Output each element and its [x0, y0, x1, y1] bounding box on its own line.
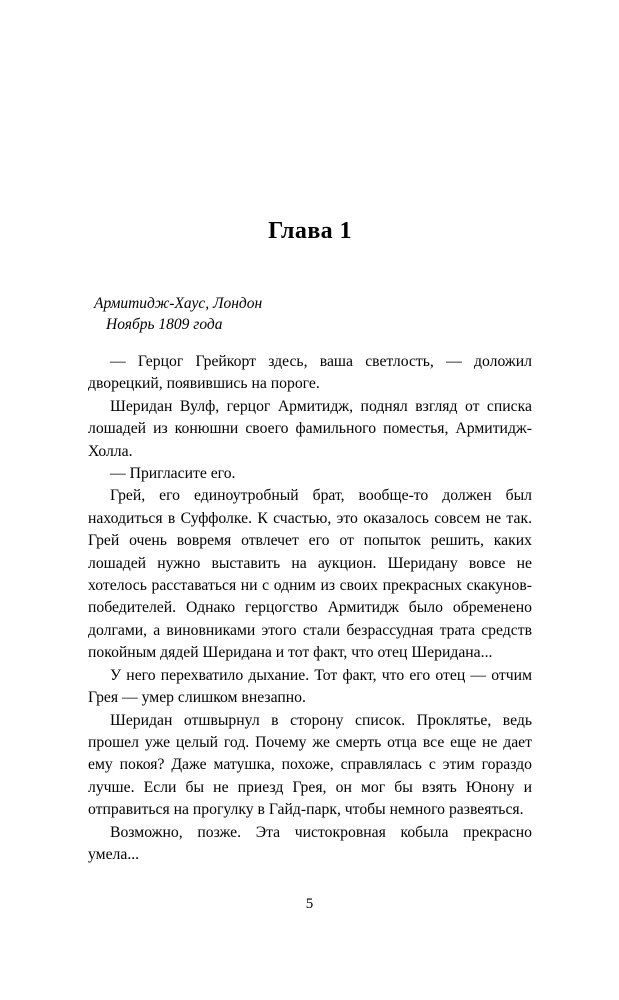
paragraph: У него перехватило дыхание. Тот факт, что его отец — отчим Грея — умер слишком внезапно.: [88, 666, 532, 707]
chapter-title: Глава 1: [268, 218, 352, 244]
body-text: [88, 351, 532, 866]
paragraph: Возможно, позже. Эта чистокровная кобыла прекрасно умела...: [88, 823, 532, 863]
page-number: 5: [305, 896, 314, 912]
paragraph: — Пригласите его.: [110, 465, 236, 483]
paragraph: Шеридан Вулф, герцог Армитидж, поднял взгляд от списка лошадей из конюшни своего фамильного поместья, Армитидж-Холла.: [88, 397, 532, 460]
date-line: Ноябрь 1809 года: [106, 316, 223, 333]
location-line: Армитидж-Хаус, Лондон: [94, 295, 263, 312]
paragraph: — Герцог Грейкорт здесь, ваша светлость, — доложил дворецкий, появившись на пороге.: [88, 353, 532, 393]
page-content: [88, 0, 532, 866]
paragraph: Грей, его единоутробный брат, вообще-то должен был находиться в Суффолке. К счастью, это оказалось совсем не так. Грей очень вовремя отвлечет его от попыток решить, каких лошадей нужно выставить на аукцион. Шеридану вовсе не хотелось расставаться ни с одним из своих прекрасных скакунов-победителей. Однако герцогство Армитидж было обременено долгами, а виновниками этого стали безрассудная трата средств покойным дядей Шеридана и тот факт, что отец Шеридана...: [88, 487, 532, 662]
paragraph: Шеридан отшвырнул в сторону список. Проклятье, ведь прошел уже целый год. Почему же смерть отца все еще не дает ему покоя? Даже матушка, похоже, справлялась с этим гораздо лучше. Если бы не приезд Грея, он мог бы взять Юнону и отправиться на прогулку в Гайд-парк, чтобы немного развеяться.: [88, 711, 532, 819]
location-date-heading: [94, 293, 532, 335]
